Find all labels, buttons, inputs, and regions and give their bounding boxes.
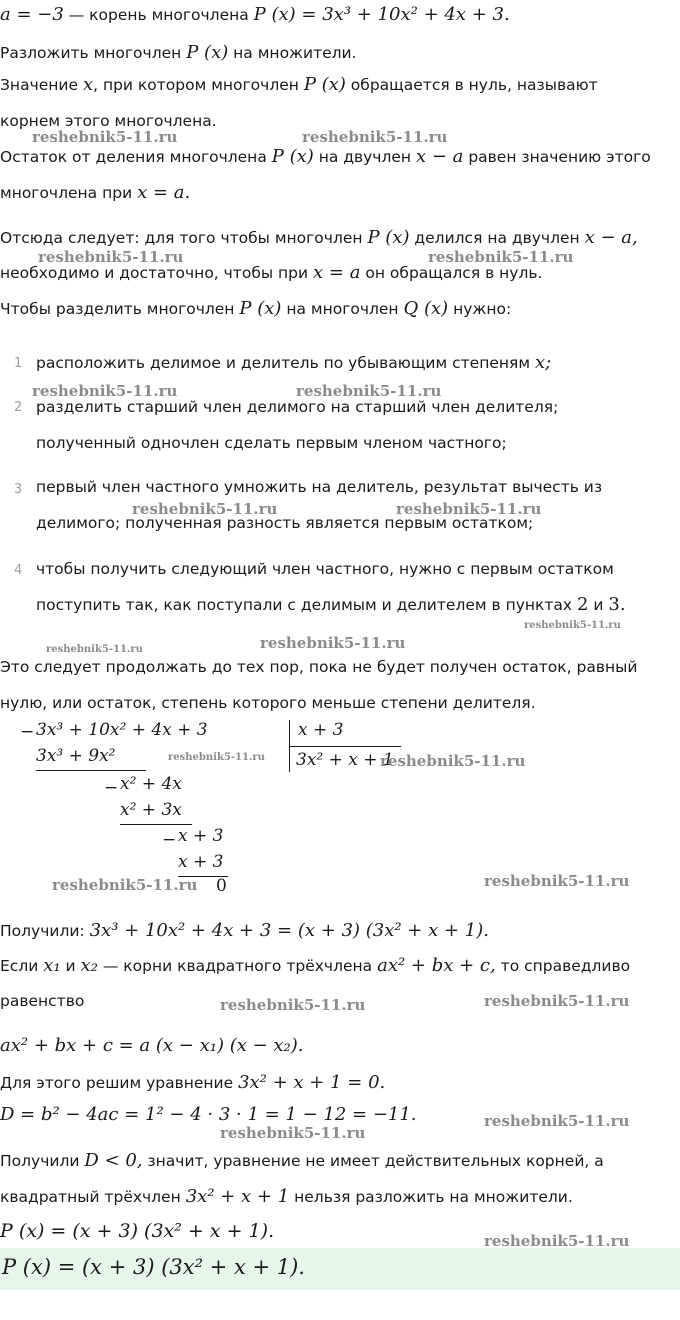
root-definition-line-1 <box>0 74 598 95</box>
minus-sign: − <box>104 778 119 798</box>
root-x2: x₂ <box>80 955 98 976</box>
step-2-line-2: полученный одночлен сделать первым членом частного; <box>36 434 507 452</box>
step-3-line-2: делимого; полученная разность является первым остатком; <box>36 514 534 532</box>
watermark: reshebnik5-11.ru <box>380 752 526 770</box>
solve-line <box>0 1072 385 1093</box>
quotient: 3x² + x + 1 <box>296 750 394 770</box>
watermark: reshebnik5-11.ru <box>428 248 574 266</box>
hence-text-b: делился на двучлен <box>409 229 585 247</box>
root-def-text-c: обращается в нуль, называют <box>345 76 598 94</box>
watermark: reshebnik5-11.ru <box>484 992 630 1010</box>
remainder-px: P (x) <box>271 146 314 167</box>
underline-1 <box>36 770 146 771</box>
hence-xa: x − a, <box>584 227 638 248</box>
trinomial: ax² + bx + c, <box>377 955 496 976</box>
remainder-text-c: равен значению этого <box>463 148 651 166</box>
watermark: reshebnik5-11.ru <box>396 500 542 518</box>
hence-text-d: он обращался в нуль. <box>360 264 543 282</box>
underline-2 <box>120 824 192 825</box>
answer-box <box>0 1248 680 1290</box>
result-label: Получили: <box>0 922 90 940</box>
hence-xeqa: x = a <box>313 262 361 283</box>
conclusion-line-1 <box>0 1150 604 1171</box>
remainder-xeqa: x = a. <box>137 182 191 203</box>
watermark: reshebnik5-11.ru <box>220 1124 366 1142</box>
quadratic-text-c: — корни квадратного трёхчлена <box>97 957 378 975</box>
step-4-ref-2: 2 <box>577 594 589 615</box>
divide-qx: Q (x) <box>403 298 449 319</box>
watermark: reshebnik5-11.ru <box>46 644 143 655</box>
step-4-and: и <box>588 596 609 614</box>
divide-text-a: Чтобы разделить многочлен <box>0 300 240 318</box>
quadratic-text-b: и <box>60 957 81 975</box>
conclusion-text-b: значит, уравнение не имеет действительных корней, а <box>142 1152 604 1170</box>
task-line <box>0 42 357 63</box>
minus-sign: − <box>162 830 177 850</box>
root-def-x: x <box>82 74 94 95</box>
task-end: на множители. <box>228 44 357 62</box>
conclusion-line-2 <box>0 1186 573 1207</box>
subtrahend-3: x + 3 <box>178 852 224 872</box>
result-math: 3x³ + 10x² + 4x + 3 = (x + 3) (3x² + x + 1). <box>89 920 489 941</box>
quadratic-text-d: то справедливо <box>495 957 631 975</box>
watermark: reshebnik5-11.ru <box>484 1112 630 1130</box>
quadratic-line-2: равенство <box>0 992 85 1010</box>
remainder-2: x + 3 <box>178 826 224 846</box>
step-4-text: поступить так, как поступали с делимым и делителем в пунктах <box>36 596 578 614</box>
remainder-xa: x − a <box>415 146 464 167</box>
watermark: reshebnik5-11.ru <box>32 382 178 400</box>
watermark: reshebnik5-11.ru <box>220 996 366 1014</box>
watermark: reshebnik5-11.ru <box>524 620 621 631</box>
step-number: 3 <box>14 482 23 497</box>
root-def-text-b: , при котором многочлен <box>93 76 304 94</box>
watermark: reshebnik5-11.ru <box>296 382 442 400</box>
continue-line-2: нулю, или остаток, степень которого меньше степени делителя. <box>0 694 536 712</box>
final-remainder: 0 <box>216 876 227 896</box>
remainder-text-b: на двучлен <box>313 148 416 166</box>
watermark: reshebnik5-11.ru <box>260 634 406 652</box>
step-4-ref-3: 3. <box>608 594 626 615</box>
divide-rule-line <box>0 298 511 319</box>
hence-text-c: необходимо и достаточно, чтобы при <box>0 264 314 282</box>
task-text: Разложить многочлен <box>0 44 187 62</box>
solve-text: Для этого решим уравнение <box>0 1074 239 1092</box>
hence-line-1 <box>0 227 638 248</box>
quadratic-line-1 <box>0 955 630 976</box>
subtrahend-2: x² + 3x <box>120 800 182 820</box>
step-number: 2 <box>14 400 23 415</box>
hence-px: P (x) <box>367 227 410 248</box>
conclusion-text-d: нельзя разложить на множители. <box>289 1188 573 1206</box>
remainder-text-a: Остаток от деления многочлена <box>0 148 272 166</box>
root-def-text-a: Значение <box>0 76 83 94</box>
step-number: 4 <box>14 563 23 578</box>
remainder-line-1 <box>0 146 651 167</box>
continue-line-1: Это следует продолжать до тех пор, пока не будет получен остаток, равный <box>0 658 638 676</box>
discriminant: D = b² − 4ac = 1² − 4 · 3 · 1 = 1 − 12 = −11. <box>0 1104 417 1125</box>
result-line <box>0 920 489 941</box>
watermark: reshebnik5-11.ru <box>484 1232 630 1250</box>
divisor: x + 3 <box>298 720 344 740</box>
quotient-line <box>289 746 401 747</box>
remainder-line-2 <box>0 182 190 203</box>
root-def-px: P (x) <box>303 74 346 95</box>
polynomial-math: P (x) = 3x³ + 10x² + 4x + 3. <box>253 4 510 25</box>
conclusion-trinomial: 3x² + x + 1 <box>185 1186 290 1207</box>
root-definition-line-2: корнем этого многочлена. <box>0 112 217 130</box>
watermark: reshebnik5-11.ru <box>484 872 630 890</box>
minus-sign: − <box>20 722 35 742</box>
intro-line <box>0 4 510 25</box>
subtrahend-1: 3x³ + 9x² <box>36 746 116 766</box>
divide-px: P (x) <box>239 298 282 319</box>
conclusion-text-a: Получили <box>0 1152 85 1170</box>
intro-text: — корень многочлена <box>63 6 254 24</box>
conclusion-text-c: квадратный трёхчлен <box>0 1188 186 1206</box>
step-1-text: расположить делимое и делитель по убывающим степеням <box>36 354 535 372</box>
step-2-line-1: разделить старший член делимого на старший член делителя; <box>36 398 559 416</box>
step-number: 1 <box>14 356 23 371</box>
step-1-math: x; <box>534 352 552 373</box>
watermark: reshebnik5-11.ru <box>132 500 278 518</box>
quadratic-text-a: Если <box>0 957 44 975</box>
remainder-text-d: многочлена при <box>0 184 138 202</box>
watermark: reshebnik5-11.ru <box>302 128 448 146</box>
watermark: reshebnik5-11.ru <box>32 128 178 146</box>
remainder-1: x² + 4x <box>120 774 182 794</box>
divide-text-c: нужно: <box>448 300 512 318</box>
watermark: reshebnik5-11.ru <box>168 752 265 763</box>
factor-formula: ax² + bx + c = a (x − x₁) (x − x₂). <box>0 1035 304 1056</box>
root-x1: x₁ <box>43 955 61 976</box>
conclusion-d: D < 0, <box>84 1150 143 1171</box>
solve-equation: 3x² + x + 1 = 0. <box>238 1072 386 1093</box>
dividend: 3x³ + 10x² + 4x + 3 <box>36 720 208 740</box>
factored-result: P (x) = (x + 3) (3x² + x + 1). <box>0 1220 275 1242</box>
step-1-line-1 <box>36 352 551 373</box>
answer-math: P (x) = (x + 3) (3x² + x + 1). <box>2 1255 305 1279</box>
step-4-line-1: чтобы получить следующий член частного, нужно с первым остатком <box>36 560 614 578</box>
task-math: P (x) <box>186 42 229 63</box>
step-4-line-2 <box>36 594 626 615</box>
hence-text-a: Отсюда следует: для того чтобы многочлен <box>0 229 368 247</box>
watermark: reshebnik5-11.ru <box>52 876 198 894</box>
root-math: a = −3 <box>0 4 64 25</box>
watermark: reshebnik5-11.ru <box>38 248 184 266</box>
step-3-line-1: первый член частного умножить на делитель, результат вычесть из <box>36 478 603 496</box>
divide-text-b: на многочлен <box>281 300 404 318</box>
